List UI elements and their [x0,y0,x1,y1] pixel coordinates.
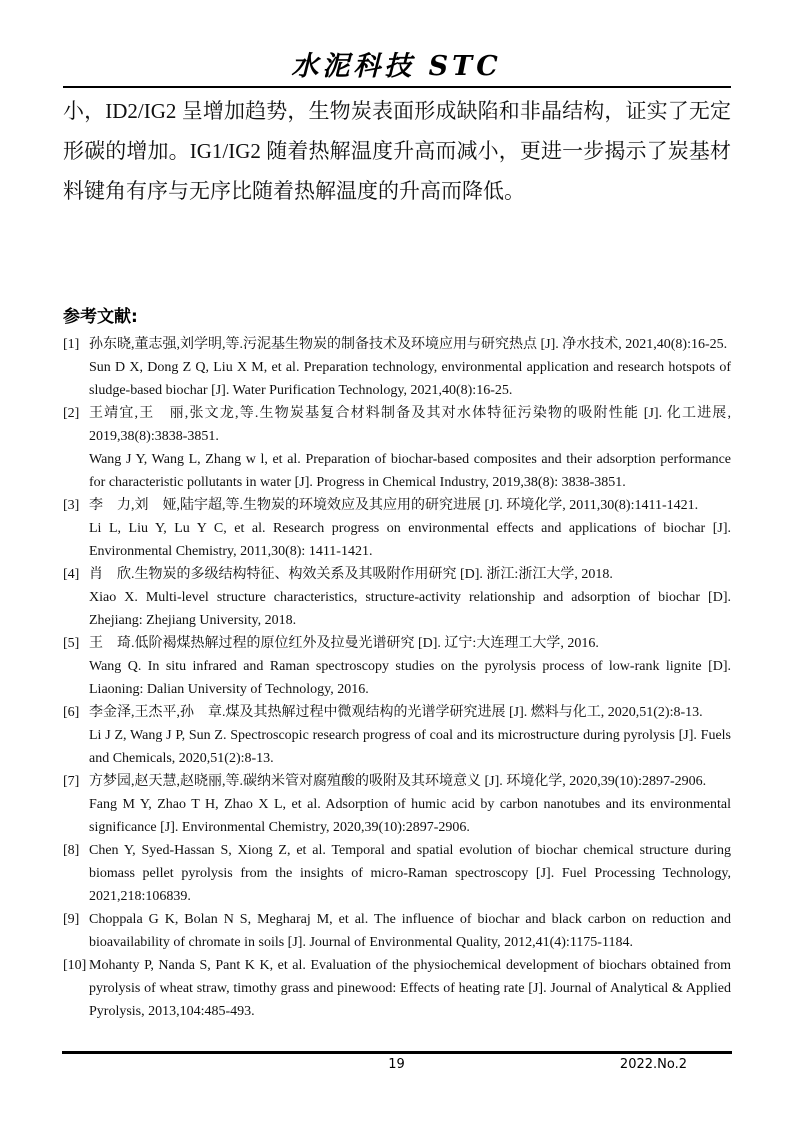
reference-text-en: Xiao X. Multi-level structure characteristics, structure-activity relationship and adsorption of biochar [D]. Zhejiang: Zhejiang University, 2018. [89,590,731,628]
reference-marker: [5] [63,636,80,651]
reference-marker: [2] [63,406,80,421]
references-heading: 参考文献: [63,307,138,327]
reference-text-zh: 王 琦.低阶褐煤热解过程的原位红外及拉曼光谱研究 [D]. 辽宁:大连理工大学, 2016. [89,636,599,651]
reference-text-en: Mohanty P, Nanda S, Pant K K, et al. Evaluation of the physiochemical development of biochars obtained from pyrolysis of wheat straw, timothy grass and pinewood: Effects of heating rate [J]. Journal of Analytical & Applied Pyrolysis, 2013,104:485-493. [89,958,731,1019]
journal-title: 水泥科技 STC [291,51,502,82]
reference-text-zh: 肖 欣.生物炭的多级结构特征、构效关系及其吸附作用研究 [D]. 浙江:浙江大学, 2018. [89,567,613,582]
reference-item [63,494,731,563]
references-list [63,333,731,1023]
reference-body [89,908,731,954]
reference-marker: [9] [63,912,80,927]
reference-text-zh: 王靖宜,王 丽,张文龙,等.生物炭基复合材料制备及其对水体特征污染物的吸附性能 [J]. 化工进展, 2019,38(8):3838-3851. [89,406,731,444]
reference-item [63,402,731,494]
reference-marker: [6] [63,705,80,720]
reference-marker: [7] [63,774,80,789]
body-paragraph: 小，ID2/IG2 呈增加趋势，生物炭表面形成缺陷和非晶结构，证实了无定形碳的增加。IG1/IG2 随着热解温度升高而减小，更进一步揭示了炭基材料键角有序与无序比随着热解温度的升高而降低。 [63,99,731,203]
reference-item [63,908,731,954]
reference-body [89,701,731,770]
reference-body [89,770,731,839]
reference-item [63,770,731,839]
reference-marker: [4] [63,567,80,582]
reference-text-zh: 李 力,刘 娅,陆宇超,等.生物炭的环境效应及其应用的研究进展 [J]. 环境化学, 2011,30(8):1411-1421. [89,498,699,513]
reference-item [63,632,731,701]
reference-body [89,954,731,1023]
reference-text-en: Choppala G K, Bolan N S, Megharaj M, et al. The influence of biochar and black carbon on reduction and bioavailability of chromate in soils [J]. Journal of Environmental Quality, 2012,41(4):1175-1184. [89,912,731,950]
reference-item [63,839,731,908]
reference-text-en: Wang J Y, Wang L, Zhang w l, et al. Preparation of biochar-based composites and their adsorption performance for characteristic pollutants in water [J]. Progress in Chemical Industry, 2019,38(8): 3838-3851. [89,452,731,490]
reference-item [63,333,731,402]
header-divider [63,86,731,88]
footer-divider [62,1051,732,1054]
reference-item [63,701,731,770]
reference-text-en: Wang Q. In situ infrared and Raman spectroscopy studies on the pyrolysis process of low-rank lignite [D]. Liaoning: Dalian University of Technology, 2016. [89,659,731,697]
reference-text-zh: 方梦园,赵天慧,赵晓丽,等.碳纳米管对腐殖酸的吸附及其环境意义 [J]. 环境化学, 2020,39(10):2897-2906. [89,774,707,789]
reference-text-zh: 李金泽,王杰平,孙 章.煤及其热解过程中微观结构的光谱学研究进展 [J]. 燃料与化工, 2020,51(2):8-13. [89,705,703,720]
reference-text-en: Chen Y, Syed-Hassan S, Xiong Z, et al. Temporal and spatial evolution of biochar chemical structure during biomass pellet pyrolysis from the insights of micro-Raman spectroscopy [J]. Fuel Processing Technology, 2021,218:106839. [89,843,731,904]
reference-text-zh: 孙东晓,董志强,刘学明,等.污泥基生物炭的制备技术及环境应用与研究热点 [J]. 净水技术, 2021,40(8):16-25. [89,337,728,352]
reference-body [89,494,731,563]
reference-marker: [3] [63,498,80,513]
reference-marker: [8] [63,843,80,858]
page-number: 19 [388,1057,405,1072]
issue-label: 2022.No.2 [619,1057,687,1072]
reference-text-en: Sun D X, Dong Z Q, Liu X M, et al. Preparation technology, environmental application and research hotspots of sludge-based biochar [J]. Water Purification Technology, 2021,40(8):16-25. [89,360,731,398]
reference-text-en: Fang M Y, Zhao T H, Zhao X L, et al. Adsorption of humic acid by carbon nanotubes and its environmental significance [J]. Environmental Chemistry, 2020,39(10):2897-2906. [89,797,731,835]
reference-marker: [1] [63,337,80,352]
reference-body [89,563,731,632]
reference-body [89,632,731,701]
reference-item [63,954,731,1023]
reference-body [89,839,731,908]
reference-text-en: Li L, Liu Y, Lu Y C, et al. Research progress on environmental effects and applications of biochar [J]. Environmental Chemistry, 2011,30(8): 1411-1421. [89,521,731,559]
reference-marker: [10] [63,958,87,973]
reference-body [89,402,731,494]
reference-body [89,333,731,402]
reference-text-en: Li J Z, Wang J P, Sun Z. Spectroscopic research progress of coal and its microstructure during pyrolysis [J]. Fuels and Chemicals, 2020,51(2):8-13. [89,728,731,766]
reference-item [63,563,731,632]
